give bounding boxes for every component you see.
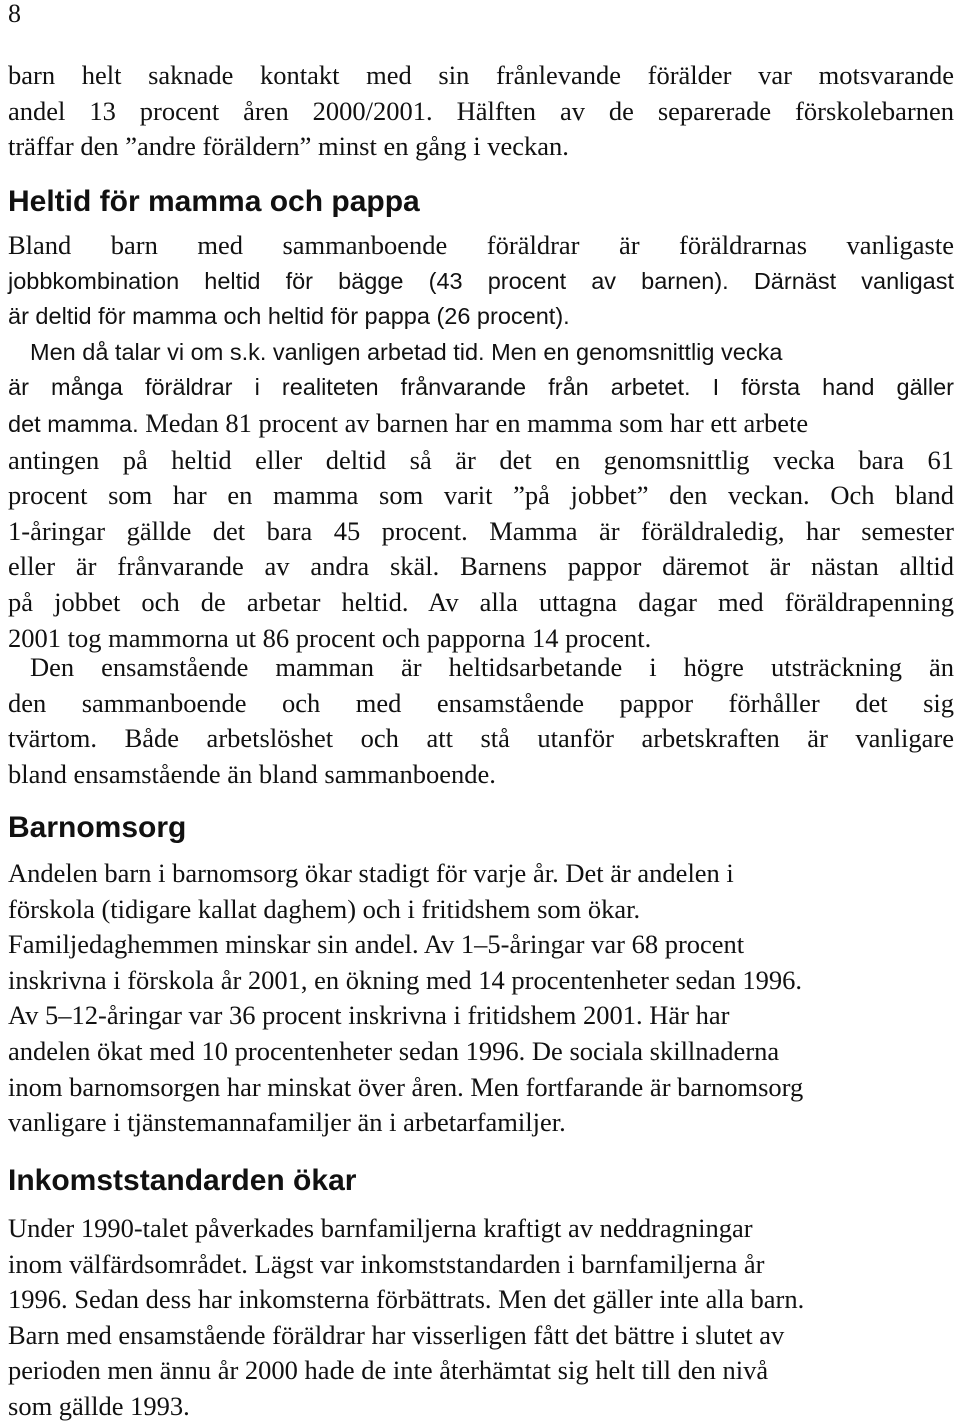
section2-paragraph: [8, 856, 954, 1141]
text-line: Familjedaghemmen minskar sin andel. Av 1–5-åringar var 68 procent: [8, 929, 745, 960]
text-line: tvärtom. Både arbetslöshet och att stå utanför arbetskraften är vanligare: [8, 723, 954, 754]
text-line: Bland barn med sammanboende föräldrar är föräldrarnas vanligaste: [8, 230, 954, 260]
text-line: inom välfärdsområdet. Lägst var inkomststandarden i barnfamiljerna år: [8, 1248, 765, 1279]
text-line: 1-åringar gällde det bara 45 procent. Mamma är föräldraledig, har semester: [8, 515, 954, 546]
section-heading-heltid: Heltid för mamma och pappa: [8, 185, 420, 218]
text-line: inskrivna i förskola år 2001, en ökning med 14 procentenheter sedan 1996.: [8, 964, 803, 995]
text-line: vanligare i tjänstemannafamiljer än i arbetarfamiljer.: [8, 1107, 566, 1138]
section-heading-barnomsorg: Barnomsorg: [8, 811, 187, 844]
intro-paragraph: [8, 58, 954, 165]
text-segment: det mamma.: [8, 410, 139, 437]
text-line: perioden men ännu år 2000 hade de inte återhämtat sig helt till den nivå: [8, 1355, 769, 1386]
section1-paragraph-1: [8, 228, 954, 656]
text-line: som gällde 1993.: [8, 1390, 190, 1421]
text-line: Andelen barn i barnomsorg ökar stadigt för varje år. Det är andelen i: [8, 858, 734, 888]
text-line: på jobbet och de arbetar heltid. Av alla uttagna dagar med föräldrapenning: [8, 586, 954, 617]
text-line: andel 13 procent åren 2000/2001. Hälften av de separerade förskolebarnen: [8, 95, 954, 126]
section3-paragraph: [8, 1211, 954, 1425]
text-line: 1996. Sedan dess har inkomsterna förbättrats. Men det gäller inte alla barn.: [8, 1284, 805, 1315]
text-line: Men då talar vi om s.k. vanligen arbetad tid. Men en genomsnittlig vecka: [30, 338, 783, 365]
text-line: barn helt saknade kontakt med sin frånlevande förälder var motsvarande: [8, 60, 954, 90]
text-line: inom barnomsorgen har minskat över åren. Men fortfarande är barnomsorg: [8, 1071, 804, 1102]
text-line: Barn med ensamstående föräldrar har visserligen fått det bättre i slutet av: [8, 1319, 785, 1350]
text-line: bland ensamstående än bland sammanboende.: [8, 758, 496, 789]
text-line: 2001 tog mammorna ut 86 procent och papporna 14 procent.: [8, 622, 652, 653]
section1-paragraph-2: [8, 650, 954, 792]
text-line: andelen ökat med 10 procentenheter sedan 1996. De sociala skillnaderna: [8, 1035, 780, 1066]
text-line: eller är frånvarande av andra skäl. Barnens pappor däremot är nästan alltid: [8, 551, 954, 582]
section-heading-inkomststandarden: Inkomststandarden ökar: [8, 1164, 357, 1197]
text-segment: Medan 81 procent av barnen har en mamma som har ett arbete: [138, 407, 809, 438]
text-line: Under 1990-talet påverkades barnfamiljerna kraftigt av neddragningar: [8, 1213, 753, 1243]
text-line: är deltid för mamma och heltid för pappa (26 procent).: [8, 303, 570, 330]
text-line: Den ensamstående mamman är heltidsarbetande i högre utsträckning än: [30, 652, 954, 682]
text-line: den sammanboende och med ensamstående pappor förhåller det sig: [8, 687, 954, 718]
text-line: förskola (tidigare kallat daghem) och i fritidshem som ökar.: [8, 893, 641, 924]
page-number: 8: [8, 0, 21, 28]
text-line: procent som har en mamma som varit ”på jobbet” den veckan. Och bland: [8, 480, 954, 511]
text-line: är många föräldrar i realiteten frånvarande från arbetet. I första hand gäller: [8, 374, 954, 401]
text-line: [8, 406, 954, 443]
text-line: antingen på heltid eller deltid så är det en genomsnittlig vecka bara 61: [8, 444, 954, 475]
text-line: träffar den ”andre föräldern” minst en gång i veckan.: [8, 131, 569, 162]
text-line: Av 5–12-åringar var 36 procent inskrivna i fritidshem 2001. Här har: [8, 1000, 730, 1031]
text-line: jobbkombination heltid för bägge (43 procent av barnen). Därnäst vanligast: [8, 267, 954, 294]
